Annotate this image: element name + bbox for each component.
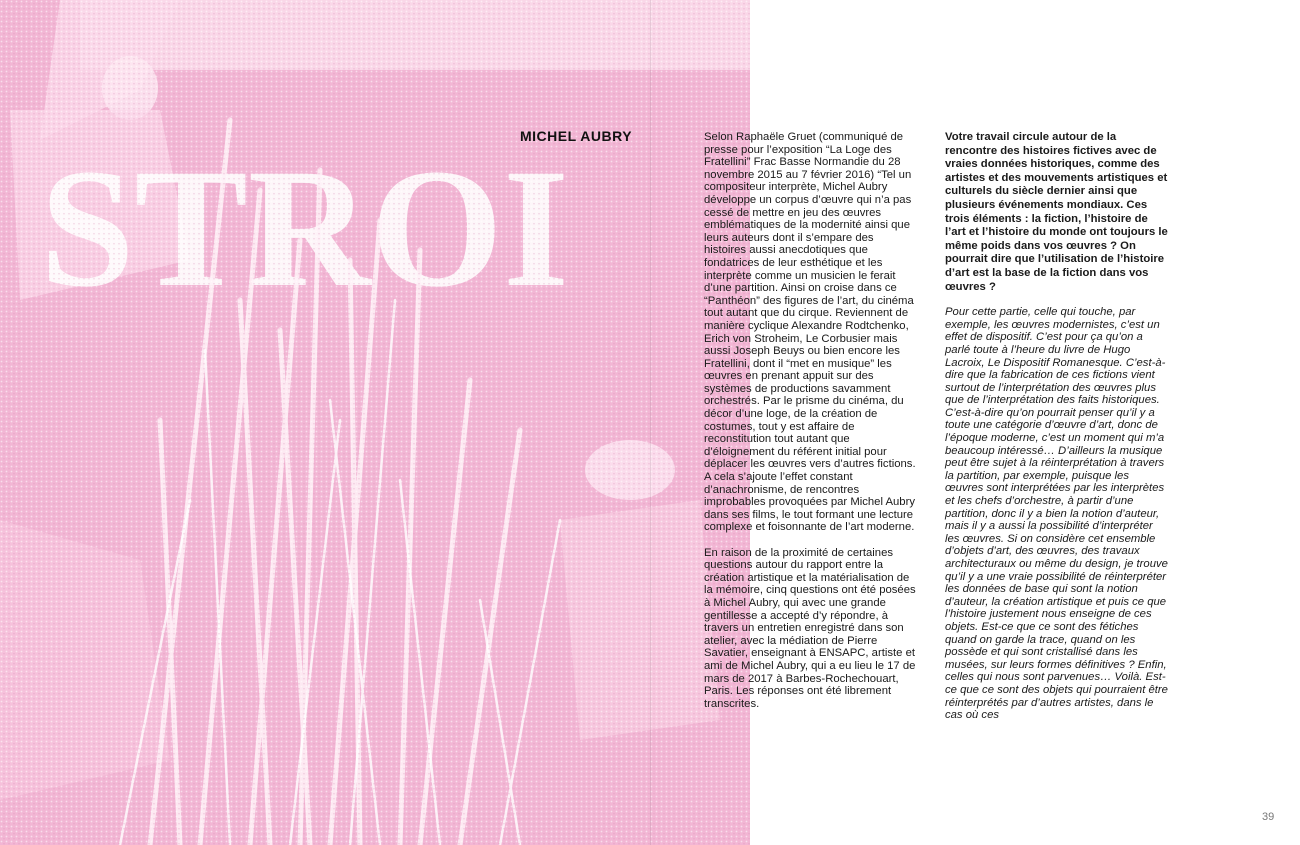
page-fold (650, 0, 651, 845)
intro-column (704, 131, 916, 710)
interview-column (945, 131, 1170, 722)
interview-answer: Pour cette partie, celle qui touche, par exemple, les œuvres modernistes, c’est un effet de dispositif. C’est pour ça qu’on a parlé toute à l’heure du livre de Hugo Lacroix, Le Dispositif Romanesque. C’est-à-dire que la fabrication de ces fictions vient surtout de l’interprétation des œuvres plus que de l’interprétation des faits historiques. C’est-à-dire qu’on pourrait penser qu’il y a toute une catégorie d’œuvre d’art, donc de l’époque moderne, c’est un moment qui m’a beaucoup intéressé… D’ailleurs la musique peut être sujet à la réinterprétation à travers la partition, par exemple, puisque les œuvres sont interprétées par les interprètes et les chefs d’orchestre, à partir d’une partition, donc il y a bien la notion d’auteur, mais il y a aussi la possibilité d’interpréter les œuvres. Si on considère cet ensemble d’objets d’art, des œuvres, des travaux architecturaux ou même du design, je trouve qu’il y a une vraie possibilité de réinterpréter les données de base qui sont la notion d’auteur, la création artistique et puis ce que l’histoire justement nous enseigne de ces objets. Est-ce que ce sont des fétiches quand on garde la trace, quand on les possède et qui sont cristallisé dans les musées, sur leurs formes définitives ? Enfin, celles qui nous sont parvenues… Voilà. Est-ce que ce sont des objets qui pourraient être réinterprétés par d’autres artistes, dans le cas où ces (945, 306, 1168, 722)
intro-paragraph-1: Selon Raphaële Gruet (communiqué de presse pour l’exposition “La Loge des Fratellini” Frac Basse Normandie du 28 novembre 2015 au 7 février 2016) “Tel un compositeur interprète, Michel Aubry développe un corpus d’œuvre qui n’a pas cessé de mettre en jeu des œuvres emblématiques de la modernité ainsi que leurs auteurs dont il s’empare des histoires aussi anecdotiques que fondatrices de leur esthétique et les interprète comme un musicien le ferait d’une partition. Ainsi on croise dans ce “Panthéon” des figures de l’art, du cinéma tout autant que du cirque. Reviennent de manière cyclique Alexandre Rodtchenko, Erich von Stroheim, Le Corbusier mais aussi Joseph Beuys ou bien encore les Fratellini, dont il “met en musique” les œuvres en prenant appuit sur des systèmes de productions savamment orchestrés. Par le prisme du cinéma, du décor d’une loge, de la création de costumes, tout y est affaire de reconstitution tout autant que d’éloignement du référent initial pour déplacer les œuvres vers d’autres fictions. A cela s’ajoute l’effet constant d’anachronisme, de rencontres improbables provoquées par Michel Aubry dans ses films, le tout formant une lecture complexe et foisonnante de l’art moderne. (704, 131, 916, 534)
page-number: 39 (1262, 811, 1275, 823)
intro-paragraph-2: En raison de la proximité de certaines questions autour du rapport entre la création artistique et la matérialisation de la mémoire, cinq questions ont été posées à Michel Aubry, qui avec une grande gentillesse a accepté d’y répondre, à travers un entretien enregistré dans son atelier, avec la médiation de Pierre Savatier, enseignant à ENSAPC, artiste et ami de Michel Aubry, qui a eu lieu le 17 de mars de 2017 à Barbes-Rochechouart, Paris. Les réponses ont été librement transcrites. (704, 546, 916, 710)
author-heading: MICHEL AUBRY (520, 128, 633, 144)
interview-question: Votre travail circule autour de la rencontre des histoires fictives avec de vraies données historiques, comme des artistes et des mouvements artistiques et culturels du siècle dernier ainsi que plusieurs événements mondiaux. Ces trois éléments : la fiction, l’histoire de l’art et l’histoire du monde ont toujours le même poids dans vos œuvres ? On pourrait dire que l’utilisation de l’histoire d’art est la base de la fiction dans vos œuvres ? (945, 131, 1168, 293)
